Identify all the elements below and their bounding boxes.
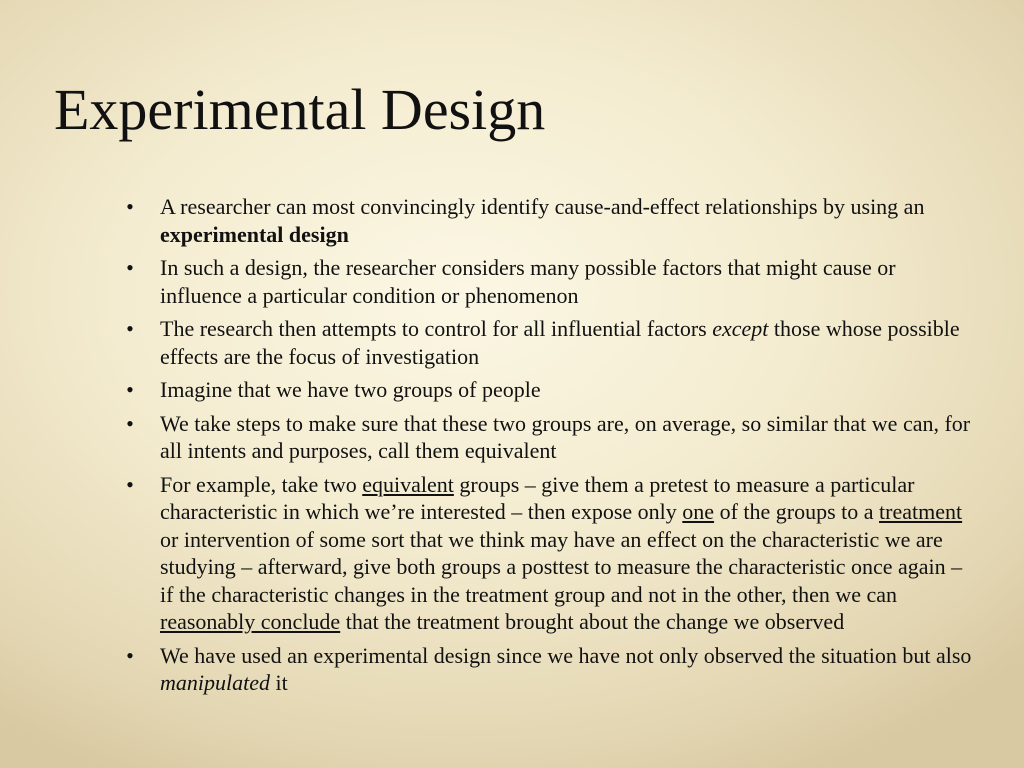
bullet-text: The research then attempts to control for all influential factors bbox=[160, 316, 713, 341]
bullet-text: of the groups to a bbox=[714, 499, 880, 524]
bullet-dot-icon: • bbox=[126, 642, 134, 668]
bullet-dot-icon: • bbox=[126, 194, 134, 219]
bullet-item bbox=[120, 471, 980, 636]
slide-title: Experimental Design bbox=[54, 77, 546, 142]
bullet-text: We take steps to make sure that these two groups are, on average, so similar that we can, for all intents and purposes, call them equivalent bbox=[160, 410, 971, 463]
bullet-text-underlined: one bbox=[682, 499, 715, 524]
bullet-dot-icon: • bbox=[126, 255, 134, 280]
bullet-dot-icon: • bbox=[126, 410, 134, 436]
bullet-text: those whose possible effects are the focus of investigation bbox=[160, 316, 960, 369]
bullet-dot-icon: • bbox=[126, 471, 134, 497]
bullet-item bbox=[120, 410, 980, 465]
bullet-item bbox=[120, 315, 980, 370]
bullet-text-underlined: reasonably conclude bbox=[160, 609, 341, 634]
bullet-text-bold: experimental design bbox=[160, 221, 349, 247]
bullet-text-italic: manipulated bbox=[160, 670, 270, 695]
bullet-text: that the treatment brought about the change we observed bbox=[340, 609, 845, 634]
bullet-text: Imagine that we have two groups of people bbox=[160, 377, 541, 402]
bullet-list bbox=[120, 193, 980, 703]
bullet-text: groups – give them a pretest to measure a particular characteristic in which we’re interested – then expose only bbox=[160, 471, 915, 524]
bullet-text: We have used an experimental design since we have not only observed the situation but also bbox=[160, 642, 972, 668]
bullet-text: For example, take two bbox=[160, 471, 363, 497]
bullet-text-italic: except bbox=[712, 316, 769, 341]
bullet-item bbox=[120, 254, 980, 309]
bullet-item bbox=[120, 193, 980, 248]
bullet-text: it bbox=[270, 670, 288, 695]
bullet-text: In such a design, the researcher considers many possible factors that might cause or influence a particular condition or phenomenon bbox=[160, 255, 896, 308]
bullet-text-underlined: equivalent bbox=[362, 471, 454, 497]
bullet-dot-icon: • bbox=[126, 316, 134, 341]
bullet-dot-icon: • bbox=[126, 377, 134, 402]
bullet-text: or intervention of some sort that we think may have an effect on the characteristic we are studying – afterward, give both groups a posttest to measure the characteristic once again – if the characteristic changes in the treatment group and not in the other, then we can bbox=[160, 526, 963, 607]
bullet-text-underlined: treatment bbox=[879, 499, 963, 524]
bullet-text: A researcher can most convincingly identify cause-and-effect relationships by using an bbox=[160, 194, 925, 219]
bullet-item bbox=[120, 376, 980, 404]
bullet-item bbox=[120, 642, 980, 697]
